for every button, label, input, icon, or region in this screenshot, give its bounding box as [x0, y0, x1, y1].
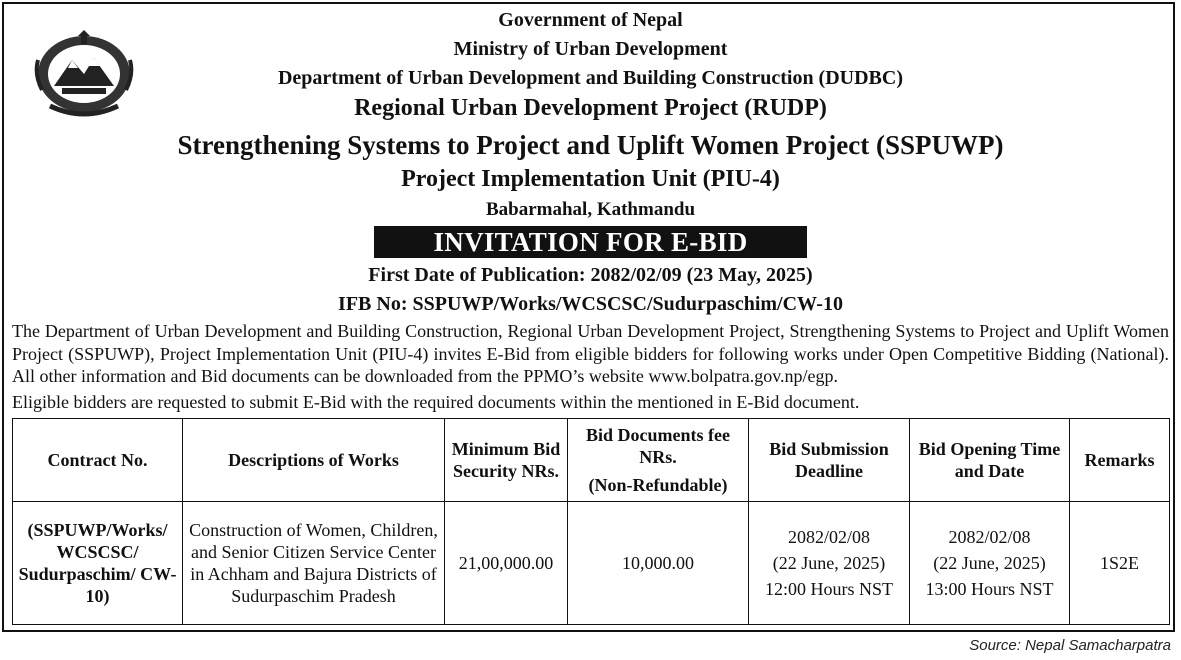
eligibility-note: Eligible bidders are requested to submit E-Bid with the required documents within the mentioned in E-Bid document. — [12, 392, 860, 412]
header-descriptions: Descriptions of Works — [183, 419, 445, 502]
deadline-date: 2082/02/08 — [787, 527, 870, 547]
header-bid-fee-label: Bid Documents fee NRs. — [586, 425, 730, 467]
header-ministry: Ministry of Urban Development — [453, 38, 728, 60]
header-bid-security: Minimum Bid Security NRs. — [445, 419, 568, 502]
cell-description: Construction of Women, Children, and Senior Citizen Service Center in Achham and Bajura Districts of Sudurpaschim Pradesh — [183, 502, 445, 625]
header-remarks: Remarks — [1070, 419, 1170, 502]
opening-date: 2082/02/08 — [948, 527, 1031, 547]
table-header-row — [13, 419, 1170, 502]
header-bid-fee — [568, 419, 749, 502]
table-row — [13, 502, 1170, 625]
cell-bid-security: 21,00,000.00 — [445, 502, 568, 625]
intro-paragraph: The Department of Urban Development and Building Construction, Regional Urban Development Project, Strengthening Systems to Project and Uplift Women Project (SSPUWP), Project Implementation Unit (PIU-4) invites E-Bid from eligible bidders for following works under Open Competitive Bidding (National). All other information and Bid documents can be downloaded from the PPMO’s website www.bolpatra.gov.np/egp. — [12, 321, 1169, 386]
header-opening-time: Bid Opening Time and Date — [910, 419, 1070, 502]
header-regional-project: Regional Urban Development Project (RUDP) — [354, 95, 827, 121]
deadline-date-english: (22 June, 2025) — [772, 553, 886, 573]
header-bid-fee-note: (Non-Refundable) — [588, 475, 728, 495]
header-piu: Project Implementation Unit (PIU-4) — [401, 166, 780, 192]
header-sspuwp: Strengthening Systems to Project and Uplift Women Project (SSPUWP) — [177, 130, 1004, 160]
opening-time: 13:00 Hours NST — [925, 579, 1054, 599]
cell-contract-no: (SSPUWP/Works/ WCSCSC/ Sudurpaschim/ CW-10) — [13, 502, 183, 625]
invitation-banner: INVITATION FOR E-BID — [374, 226, 807, 258]
cell-remarks: 1S2E — [1070, 502, 1170, 625]
bid-table — [12, 418, 1170, 625]
opening-date-english: (22 June, 2025) — [933, 553, 1046, 573]
header-contract-no: Contract No. — [13, 419, 183, 502]
header-government: Government of Nepal — [498, 9, 683, 31]
header-address: Babarmahal, Kathmandu — [485, 199, 696, 220]
cell-opening-time — [910, 502, 1070, 625]
ifb-number: IFB No: SSPUWP/Works/WCSCSC/Sudurpaschim/CW-10 — [338, 293, 843, 315]
deadline-time: 12:00 Hours NST — [764, 579, 893, 599]
cell-bid-fee: 10,000.00 — [568, 502, 749, 625]
cell-submission-deadline — [749, 502, 910, 625]
header-submission-deadline: Bid Submission Deadline — [749, 419, 910, 502]
header-department: Department of Urban Development and Building Construction (DUDBC) — [277, 67, 903, 89]
publication-date: First Date of Publication: 2082/02/09 (23 May, 2025) — [368, 264, 813, 286]
source-caption: Source: Nepal Samacharpatra — [969, 637, 1171, 654]
